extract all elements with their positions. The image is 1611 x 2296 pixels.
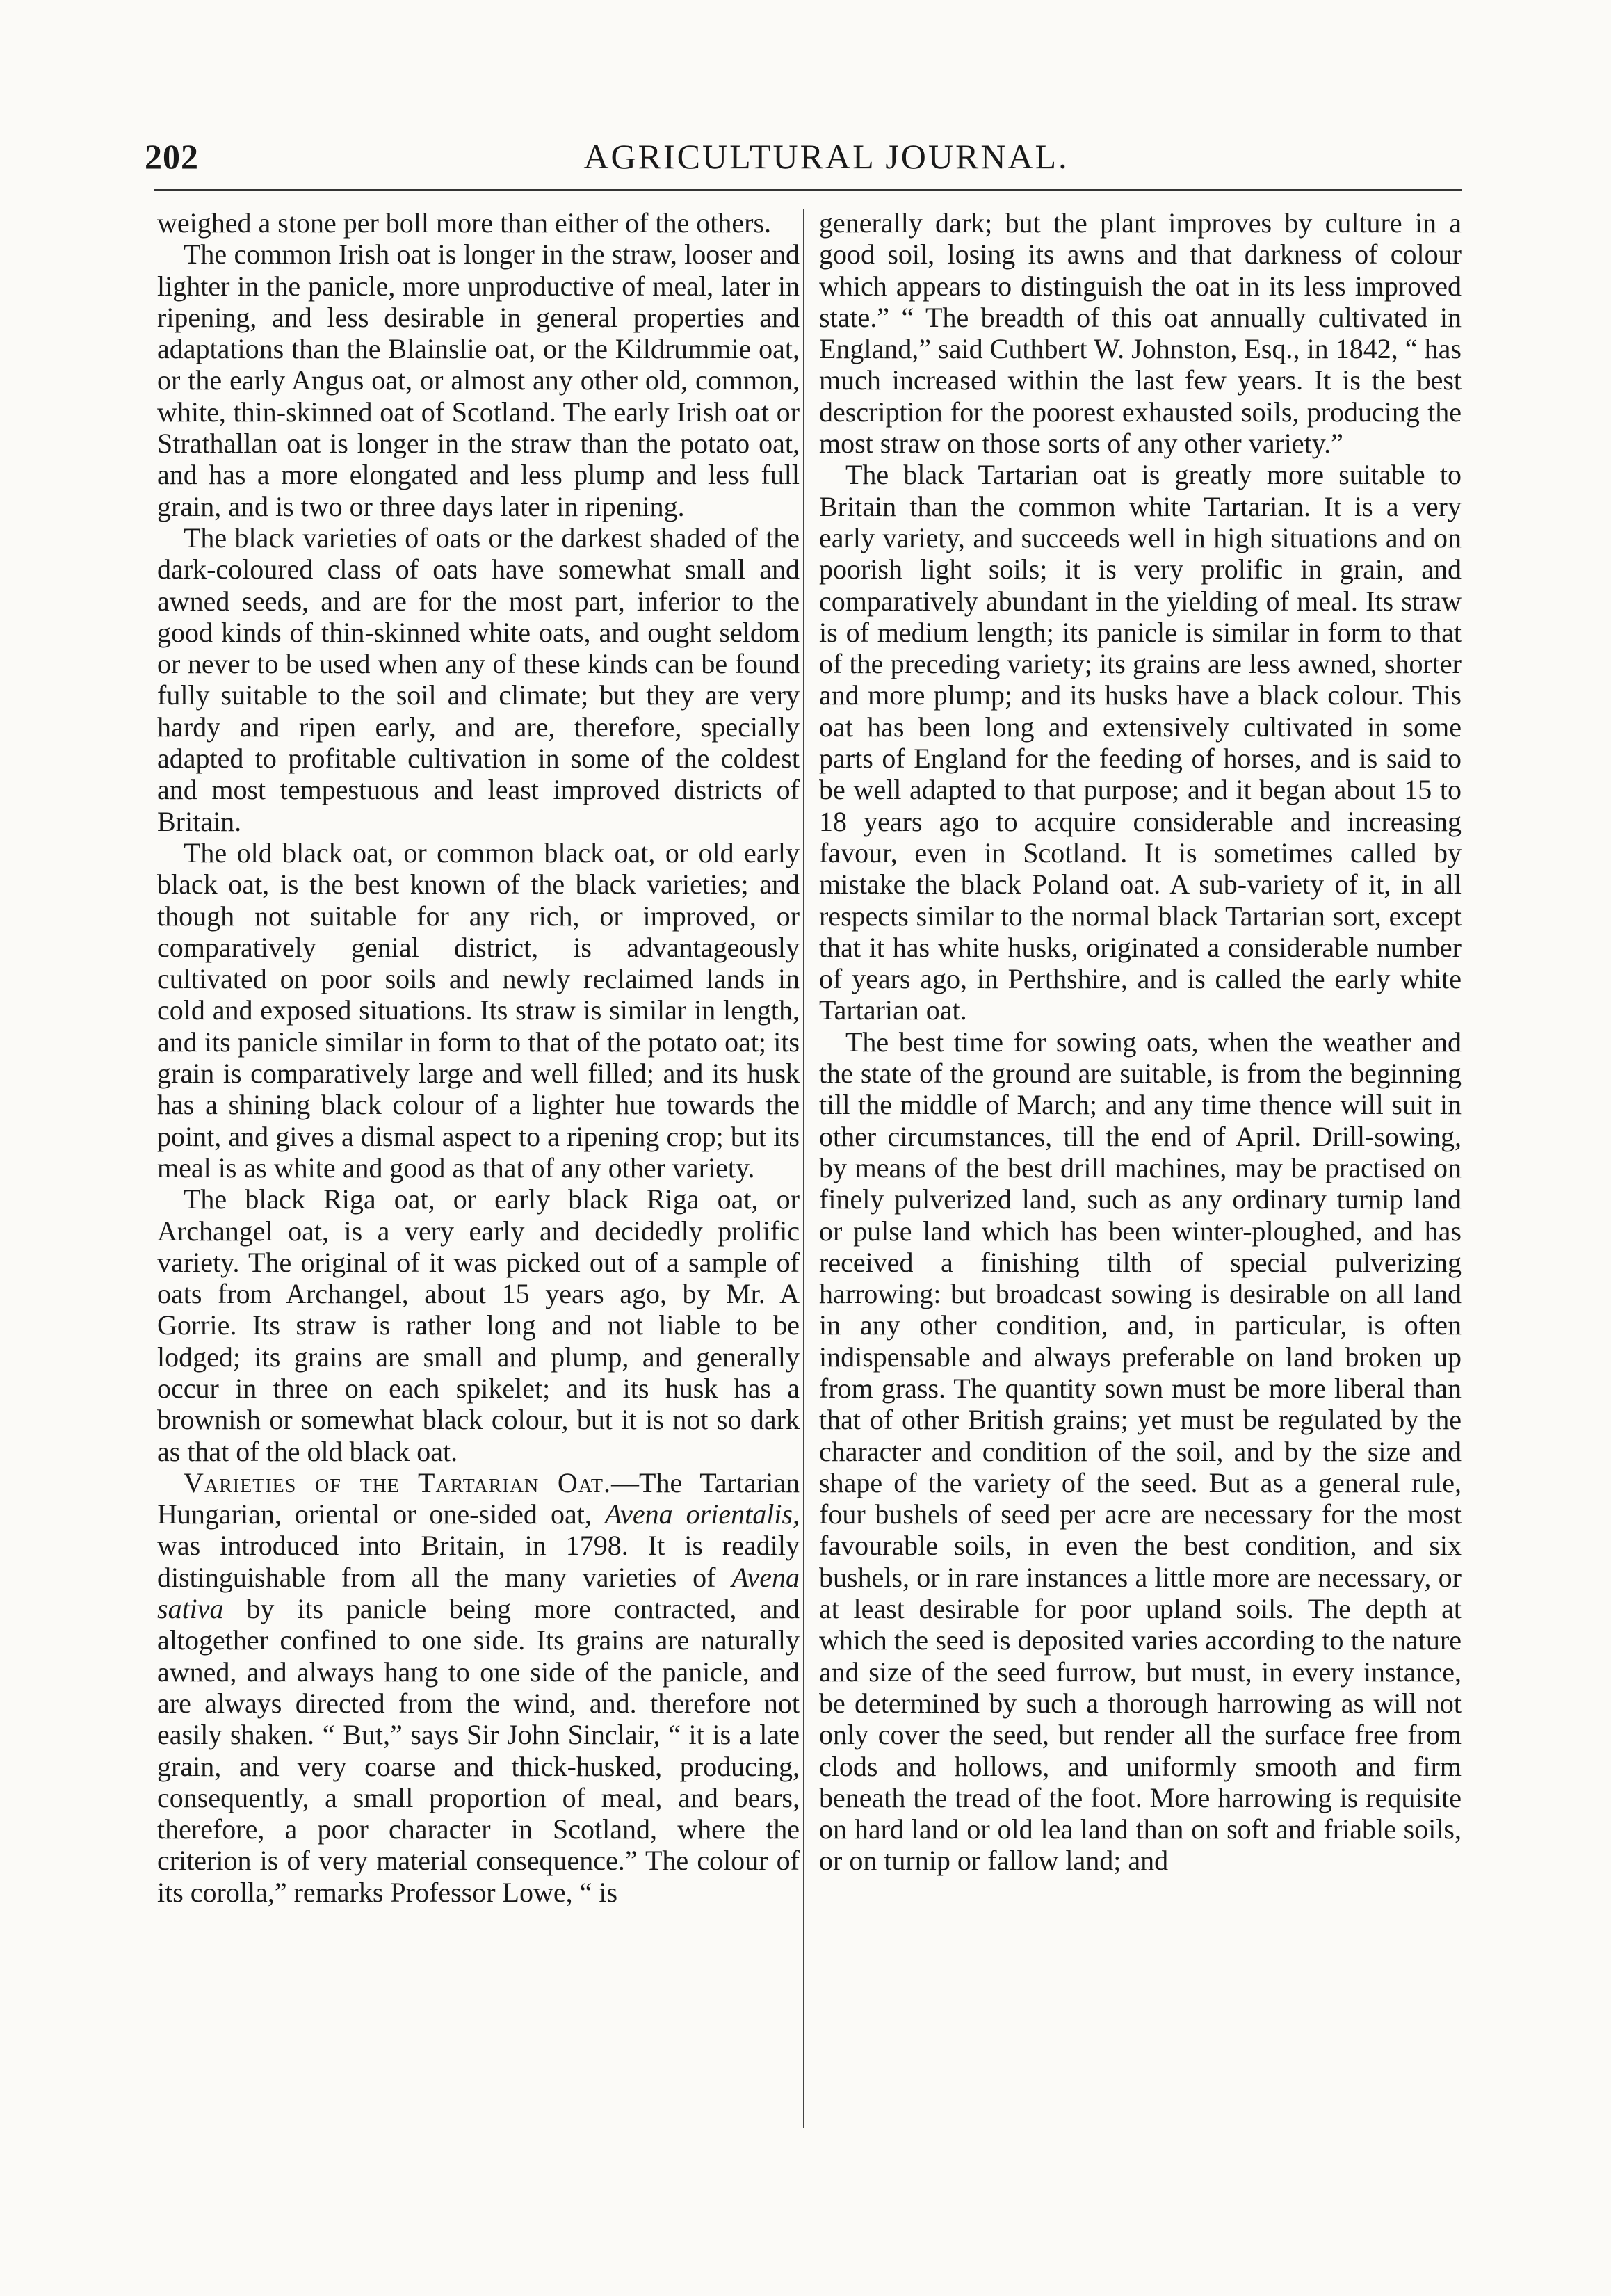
italic-term: Avena sativa: [157, 1561, 800, 1625]
text-run: —The Tartarian Hungarian, oriental or one-sided oat,: [157, 1466, 800, 1530]
running-title: AGRICULTURAL JOURNAL.: [583, 137, 1069, 176]
paragraph: The best time for sowing oats, when the weather and the state of the ground are suitable, is from the beginning till the middle of March; and any time thence will suit in other circumstances, till the end of April. Drill-sowing, by means of the best drill machines, may be practised on finely pulverized land, such as any ordinary turnip land or pulse land which has been winter-ploughed, and has received a finishing tilth of special pulverizing harrowing: but broadcast sowing is desirable on all land in any other condition, and, in particular, is often indispensable and always preferable on land broken up from grass. The quantity sown must be more liberal than that of other British grains; yet must be regulated by the character and condition of the soil, and by the size and shape of the variety of the seed. But as a general rule, four bushels of seed per acre are necessary for the most favourable soils, in even the best condition, and six bushels, or in rare instances a little more are necessary, or at least desirable for poor upland soils. The depth at which the seed is deposited varies according to the nature and size of the seed furrow, but must, in every instance, be determined by such a thorough harrowing as will not only cover the seed, but render all the surface free from clods and hollows, and uniformly smooth and firm beneath the tread of the foot. More harrowing is requisite on hard land or old lea land than on soft and friable soils, or on turnip or fallow land; and: [819, 1026, 1462, 1877]
paragraph-tartarian: [157, 1467, 800, 1908]
right-column: [819, 207, 1462, 1877]
text-run: by its panicle being more contracted, and altogether confined to one side. Its grains are naturally awned, and always hang to one side of the panicle, and are always directed from the wind, and. therefore not easily shaken. “ But,” says Sir John Sinclair, “ it is a late grain, and very coarse and thick-husked, producing, consequently, a small proportion of meal, and bears, therefore, a poor character in Scotland, where the criterion is of very material consequence.” The colour of its corolla,” remarks Professor Lowe, “ is: [157, 1593, 800, 1908]
page-number: 202: [145, 137, 199, 176]
paragraph: weighed a stone per boll more than either of the others.: [157, 207, 772, 239]
italic-term: Avena orientalis,: [604, 1498, 800, 1530]
paragraph: The common Irish oat is longer in the straw, looser and lighter in the panicle, more unproductive of meal, later in ripening, and less desirable in general properties and adaptations than the Blainslie oat, or the Kildrummie oat, or the early Angus oat, or almost any other old, common, white, thin-skinned oat of Scotland. The early Irish oat or Strathallan oat is longer in the straw than the potato oat, and has a more elongated and less plump and less full grain, and is two or three days later in ripening.: [157, 239, 800, 522]
paragraph: generally dark; but the plant improves by culture in a good soil, losing its awns and that darkness of colour which appears to distinguish the oat in its less improved state.” “ The breadth of this oat annually cultivated in England,” said Cuthbert W. Johnston, Esq., in 1842, “ has much increased within the last few years. It is the best description for the poorest exhausted soils, producing the most straw on those sorts of any other variety.”: [819, 207, 1462, 460]
left-column: [157, 207, 800, 1908]
text-run: was introduced into Britain, in 1798. It is readily distinguishable from all the many varieties of: [157, 1530, 800, 1593]
paragraph: The black Tartarian oat is greatly more suitable to Britain than the common white Tartarian. It is a very early variety, and succeeds well in high situations and on poorish light soils; it is very prolific in grain, and comparatively abundant in the yielding of meal. Its straw is of medium length; its panicle is similar in form to that of the preceding variety; its grains are less awned, shorter and more plump; and its husks have a black colour. This oat has been long and extensively cultivated in some parts of England for the feeding of horses, and is said to be well adapted to that purpose; and it began about 15 to 18 years ago to acquire considerable and increasing favour, even in Scotland. It is sometimes called by mistake the black Poland oat. A sub-variety of it, in all respects similar to the normal black Tartarian sort, except that it has white husks, originated a considerable number of years ago, in Perthshire, and is called the early white Tartarian oat.: [819, 459, 1462, 1026]
section-heading: Varieties of the Tartarian Oat.: [184, 1466, 612, 1498]
paragraph: The black Riga oat, or early black Riga oat, or Archangel oat, is a very early and decidedly prolific variety. The original of it was picked out of a sample of oats from Archangel, about 15 years ago, by Mr. A Gorrie. Its straw is rather long and not liable to be lodged; its grains are small and plump, and generally occur in three on each spikelet; and its husk has a brownish or somewhat black colour, but it is not so dark as that of the old black oat.: [157, 1183, 800, 1467]
paragraph: The black varieties of oats or the darkest shaded of the dark-coloured class of oats have somewhat small and awned seeds, and are for the most part, inferior to the good kinds of thin-skinned white oats, and ought seldom or never to be used when any of these kinds can be found fully suitable to the soil and climate; but they are very hardy and ripen early, and are, therefore, specially adapted to profitable cultivation in some of the coldest and most tempestuous and least improved districts of Britain.: [157, 522, 800, 837]
header-rule: [154, 189, 1462, 191]
paragraph: The old black oat, or common black oat, or old early black oat, is the best known of the black varieties; and though not suitable for any rich, or improved, or comparatively genial district, is advantageously cultivated on poor soils and newly reclaimed lands in cold and exposed situations. Its straw is similar in length, and its panicle similar in form to that of the potato oat; its grain is comparatively large and well filled; and its husk has a shining black colour of a lighter hue towards the point, and gives a dismal aspect to a ripening crop; but its meal is as white and good as that of any other variety.: [157, 836, 800, 1183]
column-rule: [803, 209, 804, 2128]
